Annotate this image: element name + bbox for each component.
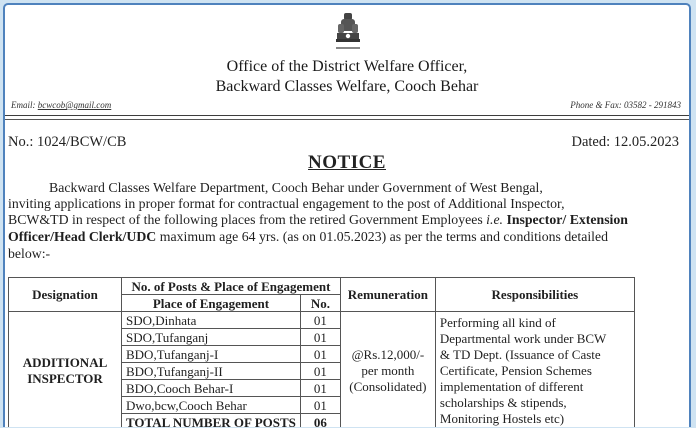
phone-fax: Phone & Fax: 03582 - 291843 <box>570 100 681 110</box>
header-responsibilities: Responsibilities <box>435 278 634 312</box>
body-text-bold: Officer/Head Clerk/UDC <box>8 229 157 244</box>
place-cell: Dwo,bcw,Cooch Behar <box>122 397 301 414</box>
office-name-line2: Backward Classes Welfare, Cooch Behar <box>215 78 479 95</box>
office-name-line1: Office of the District Welfare Officer, <box>226 58 468 75</box>
notice-body-line <box>8 229 608 245</box>
email-contact <box>11 100 111 110</box>
memo-number: No.: 1024/BCW/CB <box>8 134 127 150</box>
header-remuneration: Remuneration <box>340 278 435 312</box>
posts-table <box>8 277 635 427</box>
no-cell: 01 <box>300 346 340 363</box>
body-text: BCW&TD in respect of the following places from the retired Government Employees <box>8 212 487 227</box>
header-divider-thin <box>5 119 689 120</box>
notice-body-line: inviting applications in proper format for contractual engagement to the post of Additional Inspector, <box>8 196 565 211</box>
header-divider <box>5 115 689 116</box>
remuneration-line: per month <box>361 363 415 378</box>
body-text-ie: i.e. <box>486 212 504 227</box>
remuneration-cell <box>340 312 435 428</box>
responsibility-line: scholarships & stipends, <box>439 395 567 410</box>
total-label-cell: TOTAL NUMBER OF POSTS <box>122 414 301 428</box>
place-cell: BDO,Tufanganj-II <box>122 363 301 380</box>
responsibility-line: implementation of different <box>439 379 584 394</box>
no-cell: 01 <box>300 397 340 414</box>
header-no: No. <box>300 295 340 312</box>
designation-cell <box>9 312 122 428</box>
responsibilities-cell <box>435 312 634 428</box>
remuneration-line: @Rs.12,000/- <box>351 347 425 362</box>
body-text: maximum age 64 yrs. (as on 01.05.2023) as per the terms and conditions detailed <box>156 229 609 244</box>
notice-body-line: below:- <box>8 246 51 261</box>
total-no-cell: 06 <box>300 414 340 428</box>
no-cell: 01 <box>300 329 340 346</box>
place-cell: BDO,Cooch Behar-I <box>122 380 301 397</box>
designation-line: INSPECTOR <box>27 371 103 386</box>
no-cell: 01 <box>300 380 340 397</box>
header-designation: Designation <box>9 278 122 312</box>
body-text-bold: Inspector/ Extension <box>503 212 628 227</box>
designation-line: ADDITIONAL <box>22 355 108 370</box>
notice-body-line <box>8 212 628 228</box>
place-cell: BDO,Tufanganj-I <box>122 346 301 363</box>
responsibility-line: Certificate, Pension Schemes <box>439 363 592 378</box>
responsibility-line: Performing all kind of <box>439 315 556 330</box>
header-place: Place of Engagement <box>122 295 301 312</box>
notice-title: NOTICE <box>308 152 386 173</box>
no-cell: 01 <box>300 312 340 329</box>
table-header-row <box>9 278 635 295</box>
email-label: Email: <box>11 100 36 110</box>
memo-date: Dated: 12.05.2023 <box>571 134 679 150</box>
place-cell: SDO,Dinhata <box>122 312 301 329</box>
responsibility-line: & TD Dept. (Issuance of Caste <box>439 347 601 362</box>
email-link[interactable]: bcwcob@gmail.com <box>37 100 112 110</box>
responsibility-line: Departmental work under BCW <box>439 331 607 346</box>
no-cell: 01 <box>300 363 340 380</box>
responsibility-line: Monitoring Hostels etc) <box>439 411 565 426</box>
state-emblem-icon <box>332 10 364 54</box>
notice-body-line: Backward Classes Welfare Department, Cooch Behar under Government of West Bengal, <box>49 180 543 195</box>
place-cell: SDO,Tufanganj <box>122 329 301 346</box>
remuneration-line: (Consolidated) <box>349 379 427 394</box>
notice-document <box>3 3 691 427</box>
header-posts-group: No. of Posts & Place of Engagement <box>122 278 341 295</box>
table-row <box>9 312 635 329</box>
